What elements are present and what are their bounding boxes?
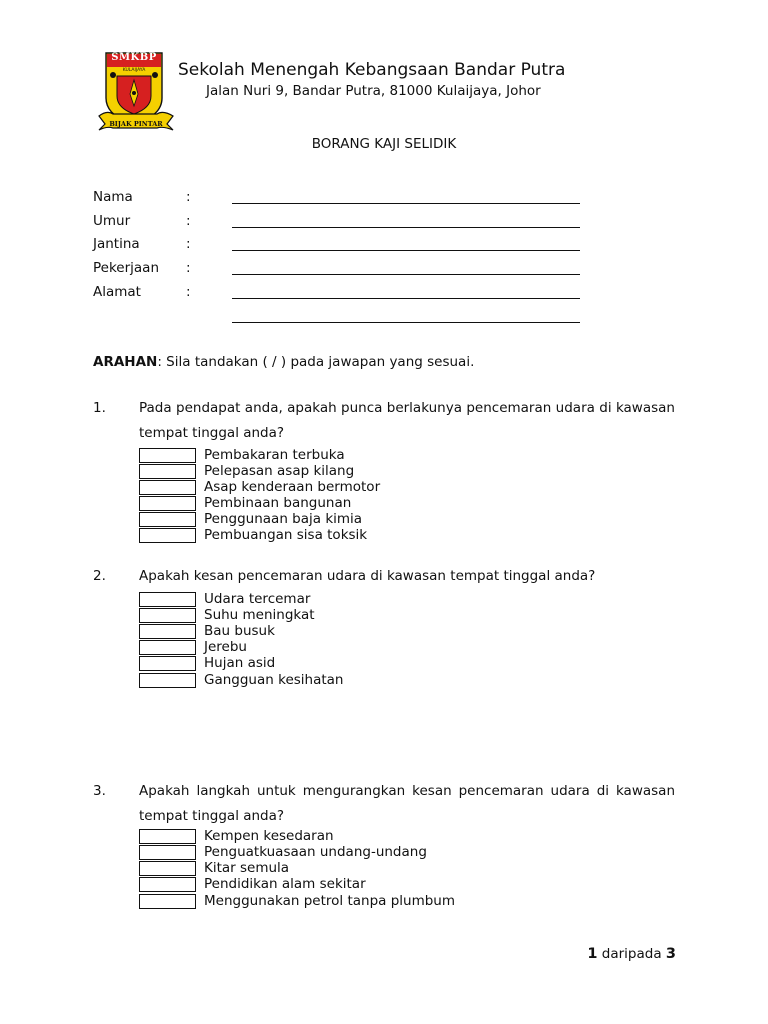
- option-label: Hujan asid: [204, 655, 276, 671]
- option-label: Pelepasan asap kilang: [204, 463, 355, 479]
- option-checkbox[interactable]: [139, 624, 196, 639]
- instruction-text: : Sila tandakan ( / ) pada jawapan yang sesuai.: [157, 354, 475, 370]
- option-checkbox[interactable]: [139, 512, 196, 527]
- option-checkbox[interactable]: [139, 608, 196, 623]
- option-label: Penguatkuasaan undang-undang: [204, 844, 427, 860]
- option-label: Pendidikan alam sekitar: [204, 876, 366, 892]
- option-checkbox[interactable]: [139, 845, 196, 860]
- field-line-nama[interactable]: [232, 203, 580, 204]
- question-number: 1.: [93, 400, 106, 416]
- option-label: Kitar semula: [204, 860, 290, 876]
- field-label-alamat: Alamat: [93, 284, 141, 300]
- field-line-alamat-2[interactable]: [232, 322, 580, 323]
- field-label-jantina: Jantina: [93, 236, 140, 252]
- field-label-nama: Nama: [93, 189, 133, 205]
- question-text: Apakah langkah untuk mengurangkan kesan pencemaran udara di kawasan tempat tinggal anda?: [139, 783, 675, 824]
- option-label: Pembakaran terbuka: [204, 447, 345, 463]
- option-checkbox[interactable]: [139, 496, 196, 511]
- field-line-jantina[interactable]: [232, 250, 580, 251]
- option-label: Gangguan kesihatan: [204, 672, 344, 688]
- total-pages: 3: [665, 946, 676, 962]
- option-label: Jerebu: [204, 639, 247, 655]
- field-colon: :: [186, 213, 191, 229]
- field-label-pekerjaan: Pekerjaan: [93, 260, 160, 276]
- field-label-umur: Umur: [93, 213, 131, 229]
- field-colon: :: [186, 189, 191, 205]
- field-line-umur[interactable]: [232, 227, 580, 228]
- option-label: Pembinaan bangunan: [204, 495, 352, 511]
- option-label: Penggunaan baja kimia: [204, 511, 363, 527]
- field-colon: :: [186, 236, 191, 252]
- instruction-label: ARAHAN: [93, 354, 158, 370]
- logo-motto: BIJAK PINTAR: [109, 120, 163, 128]
- field-line-alamat-1[interactable]: [232, 298, 580, 299]
- question-number: 3.: [93, 783, 106, 799]
- option-label: Pembuangan sisa toksik: [204, 527, 368, 543]
- page-separator: daripada: [601, 946, 662, 962]
- option-checkbox[interactable]: [139, 673, 196, 688]
- option-checkbox[interactable]: [139, 592, 196, 607]
- field-line-pekerjaan[interactable]: [232, 274, 580, 275]
- page-counter: [587, 946, 676, 962]
- logo-lettering: SMKBP: [111, 52, 157, 63]
- field-colon: :: [186, 284, 191, 300]
- option-checkbox[interactable]: [139, 861, 196, 876]
- option-checkbox[interactable]: [139, 480, 196, 495]
- school-address: Jalan Nuri 9, Bandar Putra, 81000 Kulaijaya, Johor: [206, 83, 541, 99]
- option-checkbox[interactable]: [139, 877, 196, 892]
- option-checkbox[interactable]: [139, 640, 196, 655]
- question-number: 2.: [93, 568, 106, 584]
- option-checkbox[interactable]: [139, 656, 196, 671]
- question-text: Pada pendapat anda, apakah punca berlakunya pencemaran udara di kawasan tempat tinggal anda?: [139, 400, 675, 441]
- option-label: Suhu meningkat: [204, 607, 315, 623]
- option-label: Asap kenderaan bermotor: [204, 479, 381, 495]
- school-name: Sekolah Menengah Kebangsaan Bandar Putra: [178, 60, 566, 80]
- field-colon: :: [186, 260, 191, 276]
- logo-lettering-sub: KULAIJAYA: [122, 68, 146, 73]
- option-checkbox[interactable]: [139, 829, 196, 844]
- option-label: Udara tercemar: [204, 591, 311, 607]
- option-label: Kempen kesedaran: [204, 828, 334, 844]
- question-text: Apakah kesan pencemaran udara di kawasan tempat tinggal anda?: [139, 568, 596, 584]
- option-checkbox[interactable]: [139, 894, 196, 909]
- option-label: Menggunakan petrol tanpa plumbum: [204, 893, 456, 909]
- option-checkbox[interactable]: [139, 448, 196, 463]
- option-label: Bau busuk: [204, 623, 275, 639]
- instruction: [93, 354, 474, 370]
- current-page: 1: [587, 946, 598, 962]
- option-checkbox[interactable]: [139, 528, 196, 543]
- form-title: BORANG KAJI SELIDIK: [311, 136, 457, 152]
- option-checkbox[interactable]: [139, 464, 196, 479]
